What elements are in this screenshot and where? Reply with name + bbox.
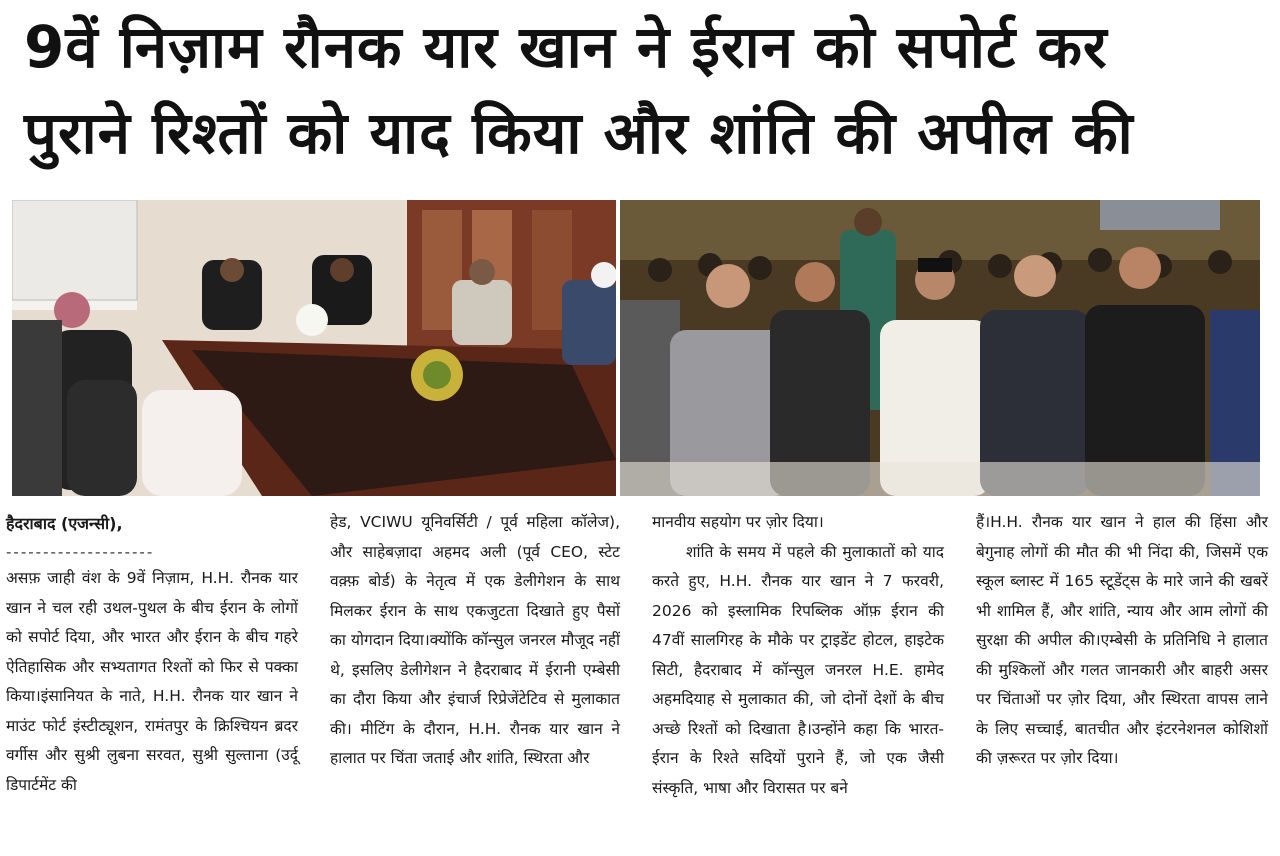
article-column-2 xyxy=(330,508,620,774)
column-4-text: हैं।H.H. रौनक यार खान ने हाल की हिंसा और बेगुनाह लोगों की मौत की भी निंदा की, जिसमें एक स्कूल ब्लास्ट में 165 स्टूडेंट्स के मारे जाने की खबरें भी शामिल हैं, और शांति, न्याय और आम लोगों की सुरक्षा की अपील की।एम्बेसी के प्रतिनिधि ने हालात की मुश्किलों और गलत जानकारी और बाहरी असर पर चिंताओं पर ज़ोर दिया, और स्थिरता वापस लाने के लिए सच्चाई, बातचीत और इंटरनेशनल कोशिशों की ज़रूरत पर ज़ोर दिया। xyxy=(976,513,1268,767)
article-column-3 xyxy=(652,508,944,803)
column-3-text-a: मानवीय सहयोग पर ज़ोर दिया। xyxy=(652,513,824,531)
column-3-text-b: शांति के समय में पहले की मुलाकातों को याद करते हुए, H.H. रौनक यार खान ने 7 फरवरी, 2026 को इस्लामिक रिपब्लिक ऑफ़ ईरान की 47वीं सालगिरह के मौके पर ट्राइडेंट होटल, हाइटेक सिटी, हैदराबाद में कॉन्सुल जनरल H.E. हामेद अहमदियाह से मुलाकात की, जो दोनों देशों के बीच अच्छे रिश्तों को दिखाता है।उन्होंने कहा कि भारत-ईरान के रिश्ते सदियों पुराने हैं, जो एक जैसी संस्कृति, भाषा और विरासत पर बने xyxy=(652,542,944,797)
column-1-text: असफ़ जाही वंश के 9वें निज़ाम, H.H. रौनक यार खान ने चल रही उथल-पुथल के बीच ईरान के लोगों को सपोर्ट दिया, और भारत और ईरान के बीच गहरे ऐतिहासिक और सभ्यतागत रिश्तों को फिर से पक्का किया।इंसानियत के नाते, H.H. रौनक यार खान ने माउंट फोर्ट इंस्टीट्यूशन, रामंतपुर के क्रिश्चियन ब्रदर वर्गीस और सुश्री लुबना सरवत, सुश्री सुल्ताना (उर्दू डिपार्टमेंट की xyxy=(6,569,298,794)
column-2-text: हेड, VCIWU यूनिवर्सिटी / पूर्व महिला कॉलेज), और साहेबज़ादा अहमद अली (पूर्व CEO, स्टेट वक़्फ़ बोर्ड) के नेतृत्व में एक डेलीगेशन के साथ मिलकर ईरान के साथ एकजुटता दिखाते हुए पैसों का योगदान दिया।क्योंकि कॉन्सुल जनरल मौजूद नहीं थे, इसलिए डेलीगेशन ने हैदराबाद में ईरानी एम्बेसी का दौरा किया और इंचार्ज रिप्रेजेंटेटिव से मुलाकात की। मीटिंग के दौरान, H.H. रौनक यार खान ने हालात पर चिंता जताई और शांति, स्थिरता और xyxy=(330,513,620,767)
article-column-4 xyxy=(976,508,1268,774)
dateline: हैदराबाद (एजन्सी), xyxy=(6,514,123,533)
headline-line-1: 9वें निज़ाम रौनक यार खान ने ईरान को सपोर्ट कर xyxy=(24,13,1108,81)
meeting-room-illustration xyxy=(12,200,616,496)
article-column-1 xyxy=(6,508,298,800)
photo-event-audience xyxy=(620,200,1260,496)
event-audience-illustration xyxy=(620,200,1260,496)
headline-line-2: पुराने रिश्तों को याद किया और शांति की अपील की xyxy=(24,99,1134,167)
article-body xyxy=(0,508,1280,856)
headline xyxy=(24,4,1260,176)
photo-meeting-room xyxy=(12,200,616,496)
dateline-separator: -------------------- xyxy=(6,543,155,561)
